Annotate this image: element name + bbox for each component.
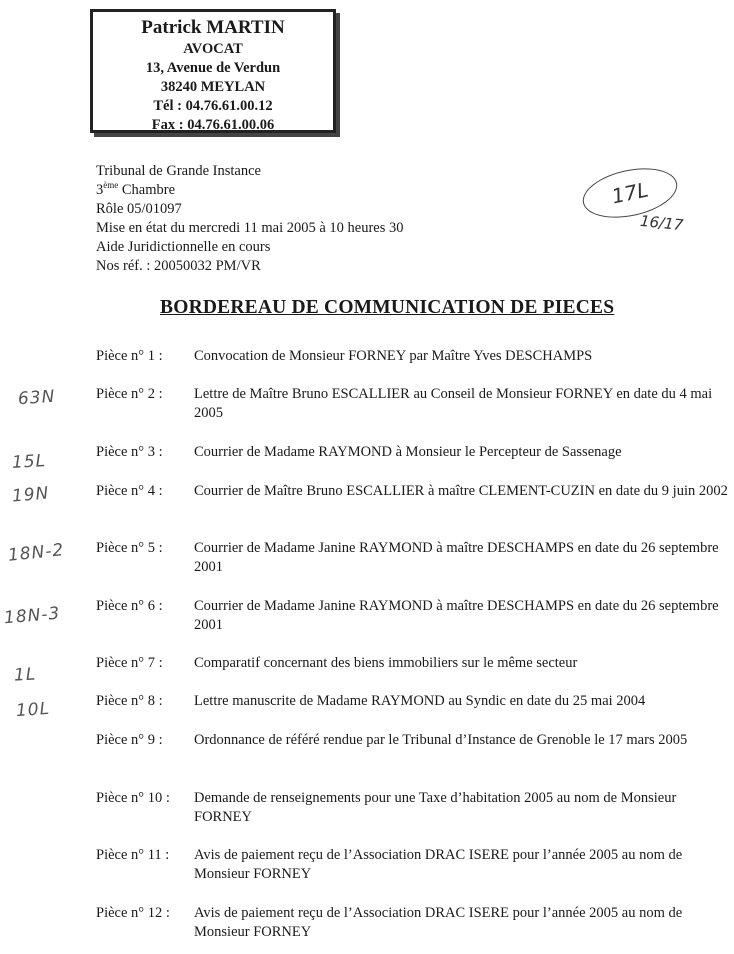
margin-note: 18N-3 [3,603,62,629]
stamp-page-count: 16/17 [639,211,685,235]
piece-number: Pièce n° 6 : [96,598,163,614]
hearing-date: Mise en état du mercredi 11 mai 2005 à 10 heures 30 [96,220,404,236]
lawyer-title: AVOCAT [183,41,243,57]
piece-description: Lettre de Maître Bruno ESCALLIER au Conseil de Monsieur FORNEY en date du 4 mai 2005 [194,386,713,421]
role-number: Rôle 05/01097 [96,201,182,217]
letterhead-box [90,9,336,133]
piece-description: Avis de paiement reçu de l’Association DRAC ISERE pour l’année 2005 au nom de Monsieur FORNEY [194,847,683,882]
piece-item [96,904,730,942]
reference-number: Nos réf. : 20050032 PM/VR [96,258,261,274]
piece-number: Pièce n° 7 : [96,655,163,671]
court-name: Tribunal de Grande Instance [96,163,261,179]
piece-description: Avis de paiement reçu de l’Association DRAC ISERE pour l’année 2005 au nom de Monsieur FORNEY [194,905,683,940]
piece-number: Pièce n° 4 : [96,483,163,499]
piece-number: Pièce n° 9 : [96,732,163,748]
piece-description: Lettre manuscrite de Madame RAYMOND au Syndic en date du 25 mai 2004 [194,693,646,709]
document-title: BORDEREAU DE COMMUNICATION DE PIECES [160,297,615,318]
margin-note: 63N [17,386,57,410]
legal-aid: Aide Juridictionnelle en cours [96,239,271,255]
piece-item [96,347,730,366]
chamber [96,181,404,200]
lawyer-name: Patrick MARTIN [141,17,285,38]
piece-number: Pièce n° 3 : [96,444,163,460]
stamp-code: 17L [609,177,651,209]
chamber-superscript: ème [103,180,119,191]
margin-note: 19N [11,483,51,507]
chamber-label: Chambre [118,182,176,198]
piece-description: Courrier de Madame RAYMOND à Monsieur le Percepteur de Sassenage [194,444,622,460]
piece-item [96,385,730,423]
piece-number: Pièce n° 11 : [96,847,170,863]
margin-note: 10L [15,698,51,722]
piece-description: Comparatif concernant des biens immobiliers sur le même secteur [194,655,578,671]
piece-item [96,597,730,635]
piece-item [96,846,730,884]
piece-description: Courrier de Madame Janine RAYMOND à maître DESCHAMPS en date du 26 septembre 2001 [194,540,719,575]
piece-item [96,731,730,750]
piece-item [96,789,730,827]
chamber-number: 3 [96,182,104,198]
piece-number: Pièce n° 8 : [96,693,163,709]
margin-note: 18N-2 [7,540,66,566]
piece-item [96,654,730,673]
piece-description: Ordonnance de référé rendue par le Tribunal d’Instance de Grenoble le 17 mars 2005 [194,732,688,748]
margin-note: 1L [13,664,37,686]
lawyer-fax: Fax : 04.76.61.00.06 [151,117,275,133]
piece-item [96,443,730,462]
case-info [96,162,404,276]
piece-number: Pièce n° 1 : [96,348,163,364]
lawyer-address: 13, Avenue de Verdun [145,60,281,76]
piece-number: Pièce n° 10 : [96,790,170,806]
piece-description: Demande de renseignements pour une Taxe d’habitation 2005 au nom de Monsieur FORNEY [194,790,677,825]
lawyer-city: 38240 MEYLAN [160,79,266,95]
lawyer-phone: Tél : 04.76.61.00.12 [153,98,273,114]
piece-number: Pièce n° 2 : [96,386,163,402]
piece-item [96,692,730,711]
piece-item [96,539,730,577]
piece-description: Convocation de Monsieur FORNEY par Maître Yves DESCHAMPS [194,348,593,364]
piece-description: Courrier de Madame Janine RAYMOND à maître DESCHAMPS en date du 26 septembre 2001 [194,598,719,633]
piece-number: Pièce n° 12 : [96,905,170,921]
piece-description: Courrier de Maître Bruno ESCALLIER à maître CLEMENT-CUZIN en date du 9 juin 2002 [194,483,728,499]
piece-item [96,482,730,501]
margin-note: 15L [11,451,47,473]
piece-number: Pièce n° 5 : [96,540,163,556]
